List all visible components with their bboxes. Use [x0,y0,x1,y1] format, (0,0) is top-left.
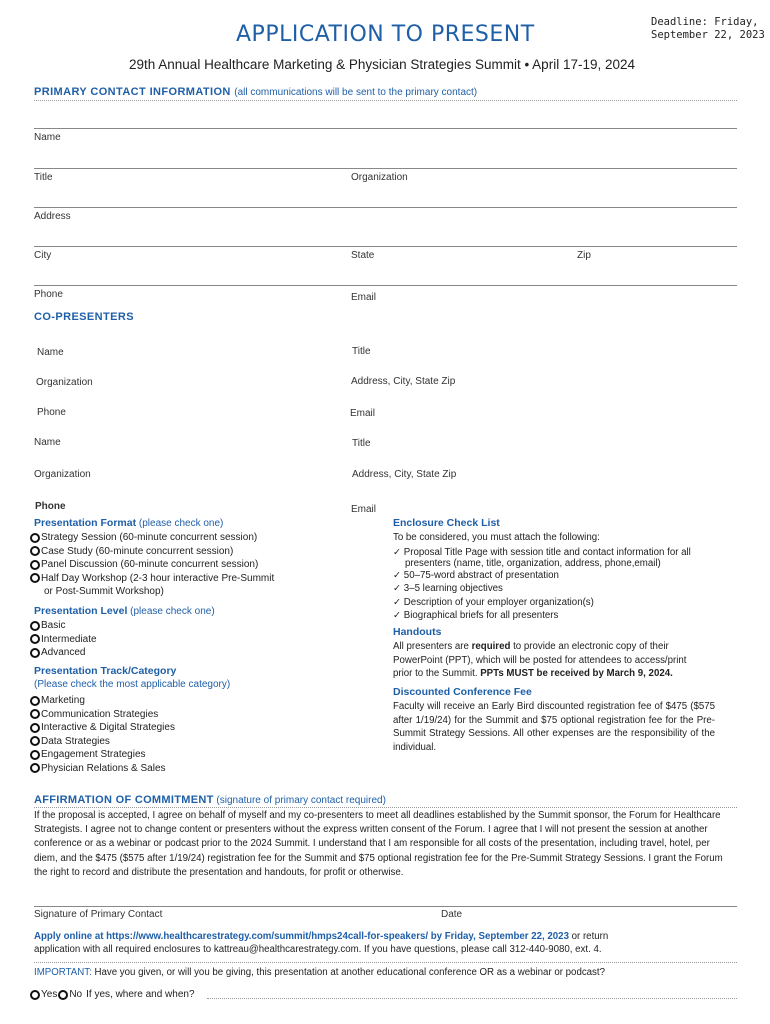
enclosure-heading: Enclosure Check List [393,517,500,529]
fee-section [393,686,715,754]
radio-icon[interactable] [30,736,40,746]
radio-icon[interactable] [30,560,40,570]
presentation-format-note: (please check one) [138,518,224,529]
copresenter2-phone-label: Phone [35,501,66,512]
important-answer-row [30,988,195,1002]
phone-email-line[interactable] [34,285,737,286]
presentation-format-heading [30,517,360,531]
title-label: Title [34,172,53,183]
format-option[interactable] [30,531,360,545]
handouts-deadline: PPTs MUST be received by March 9, 2024. [480,668,673,679]
format-option-label: Panel Discussion (60-minute concurrent session) [41,559,259,571]
handouts-line-2: PowerPoint (PPT), which will be posted for attendees to access/print [393,654,687,666]
level-option-label: Basic [41,620,66,632]
page-title: APPLICATION TO PRESENT [236,22,535,47]
radio-icon[interactable] [30,546,40,556]
copresenter1-phone-label: Phone [37,407,66,418]
format-option-label: Half Day Workshop (2-3 hour interactive Pre-Summit [41,572,275,584]
radio-icon[interactable] [30,696,40,706]
enclosure-item: ✓ Proposal Title Page with session title and contact information for all [393,546,691,558]
deadline-line-2: September 22, 2023 [651,29,765,41]
presentation-track-note: (Please check the most applicable category) [34,679,231,690]
enclosure-section [393,517,715,623]
presentation-level-section [30,605,360,660]
primary-contact-note: (all communications will be sent to the primary contact) [234,87,478,98]
copresenter2-address-label: Address, City, State Zip [352,469,457,480]
event-subtitle: 29th Annual Healthcare Marketing & Physician Strategies Summit • April 17-19, 2024 [129,57,635,72]
yes-radio-icon[interactable] [30,990,40,1000]
where-when-field[interactable] [207,998,737,999]
track-option-label: Communication Strategies [41,708,159,720]
signature-label: Signature of Primary Contact [34,909,163,920]
level-option-label: Advanced [41,647,86,659]
signature-line[interactable] [34,906,737,907]
name-label: Name [34,132,61,143]
format-option-label: Strategy Session (60-minute concurrent session) [41,532,258,544]
enclosure-item: ✓ Biographical briefs for all presenters [393,610,559,621]
primary-contact-heading-text: PRIMARY CONTACT INFORMATION [34,86,231,98]
handouts-heading: Handouts [393,626,442,638]
handouts-section [393,626,715,681]
presentation-level-title: Presentation Level [34,605,128,617]
copresenter1-title-label: Title [352,346,371,357]
address-line[interactable] [34,207,737,208]
date-label: Date [441,909,463,920]
track-option-label: Interactive & Digital Strategies [41,722,175,734]
presentation-level-note: (please check one) [130,606,215,617]
format-option[interactable] [30,558,360,572]
level-option[interactable] [30,646,360,660]
presentation-track-heading: Presentation Track/Category [34,665,177,677]
radio-icon[interactable] [30,709,40,719]
enclosure-item-cont: presenters (name, title, organization, address, phone,email) [405,557,661,569]
presentation-format-section [30,517,360,599]
no-label: No [69,989,83,1001]
state-label: State [351,250,375,261]
handouts-text: All presenters are [393,641,472,652]
track-option-label: Engagement Strategies [41,749,146,761]
radio-icon[interactable] [30,573,40,583]
track-option-label: Data Strategies [41,735,110,747]
affirmation-text: If the proposal is accepted, I agree on behalf of myself and my co-presenters to meet all deadlines established by the Summit sponsor, the Forum for Healthcare Strategists. I agree not to change content or presenters without the express written consent of the Forum. I agree that I will not present the session at another conference or as a webinar or podcast prior to the 2024 Summit. I understand that I am responsible for all costs of the presentation, including travel, hotel, per diem, and the $475 ($575 after 1/19/24) registration fee for the Summit and $75 optional registration fee for the Pre-Summit Strategy Sessions. I grant the Forum the right to record and distribute the presentation and handouts, for profit or otherwise. [34,810,723,878]
radio-icon[interactable] [30,723,40,733]
name-line[interactable] [34,128,737,129]
handouts-text: prior to the Summit. [393,668,481,679]
apply-text: or return [568,931,609,942]
address-label: Address [34,211,71,222]
radio-icon[interactable] [30,648,40,658]
enclosure-item: ✓ 50–75-word abstract of presentation [393,569,559,581]
deadline [651,16,765,42]
presentation-track-section [30,665,360,775]
presentation-format-title: Presentation Format [34,517,137,529]
enclosure-intro: To be considered, you must attach the following: [393,532,600,543]
radio-icon[interactable] [30,763,40,773]
handouts-required: required [471,641,511,652]
format-option-continuation: or Post-Summit Workshop) [44,586,164,598]
track-option[interactable] [30,735,360,749]
city-label: City [34,250,52,261]
enclosure-item: ✓ 3–5 learning objectives [393,583,503,594]
handouts-line-3 [393,667,715,681]
track-option[interactable] [30,762,360,776]
level-option[interactable] [30,619,360,633]
copresenter2-title-label: Title [352,438,371,449]
format-option-label: Case Study (60-minute concurrent session) [41,545,234,557]
copresenter2-email-label: Email [351,504,377,515]
important-label: IMPORTANT: [34,967,92,978]
city-state-zip-line[interactable] [34,246,737,247]
radio-icon[interactable] [30,621,40,631]
copresenter2-name-label: Name [34,437,61,448]
format-option[interactable] [30,572,360,586]
apply-url-deadline[interactable]: Apply online at https://www.healthcarestrategy.com/summit/hmps24call-for-speakers/ by Friday, September 22, 2023 [34,931,569,942]
organization-label: Organization [351,172,408,183]
affirmation-heading [34,794,737,808]
copresenter1-organization-label: Organization [36,377,93,388]
track-option-label: Physician Relations & Sales [41,762,166,774]
format-option[interactable] [30,545,360,559]
radio-icon[interactable] [30,634,40,644]
affirmation-note: (signature of primary contact required) [216,795,386,806]
important-question-text: Have you given, or will you be giving, this presentation at another educational conference OR as a webinar or podcast? [91,967,605,978]
apply-line-2: application with all required enclosures to kattreau@healthcarestrategy.com. If you have questions, please call 312-440-9080, ext. 4. [34,944,602,955]
title-org-line[interactable] [34,168,737,169]
track-option[interactable] [30,721,360,735]
copresenter1-email-label: Email [350,408,376,419]
co-presenters-heading: CO-PRESENTERS [34,311,134,323]
level-option[interactable] [30,633,360,647]
track-option[interactable] [30,708,360,722]
yes-label: Yes [41,989,58,1001]
deadline-line-1: Deadline: Friday, [651,16,759,28]
handouts-text: to provide an electronic copy of their [510,641,669,652]
email-label: Email [351,292,377,303]
track-option-label: Marketing [41,695,85,707]
divider [34,962,737,963]
apply-line-1 [34,930,744,944]
where-when-label: If yes, where and when? [86,989,195,1001]
copresenter1-address-label: Address, City, State Zip [351,376,456,387]
level-option-label: Intermediate [41,633,97,645]
enclosure-item: ✓ Description of your employer organization(s) [393,596,594,608]
phone-label: Phone [34,289,63,300]
radio-icon[interactable] [30,750,40,760]
copresenter1-name-label: Name [37,347,64,358]
presentation-level-heading [30,605,360,619]
track-option[interactable] [30,694,360,708]
affirmation-title: AFFIRMATION OF COMMITMENT [34,794,214,806]
track-option[interactable] [30,748,360,762]
zip-label: Zip [577,250,591,261]
primary-contact-heading [34,86,737,101]
fee-text: Faculty will receive an Early Bird discounted registration fee of $475 ($575 after 1/19/24) for the Summit and $75 optional registration fee for the Pre-Summit Strategy Sessions. All other expenses are the responsibility of the individual. [393,701,715,753]
no-radio-icon[interactable] [58,990,68,1000]
handouts-line-1 [393,640,715,654]
fee-heading: Discounted Conference Fee [393,686,532,698]
copresenter2-organization-label: Organization [34,469,91,480]
important-question [34,966,744,980]
radio-icon[interactable] [30,533,40,543]
